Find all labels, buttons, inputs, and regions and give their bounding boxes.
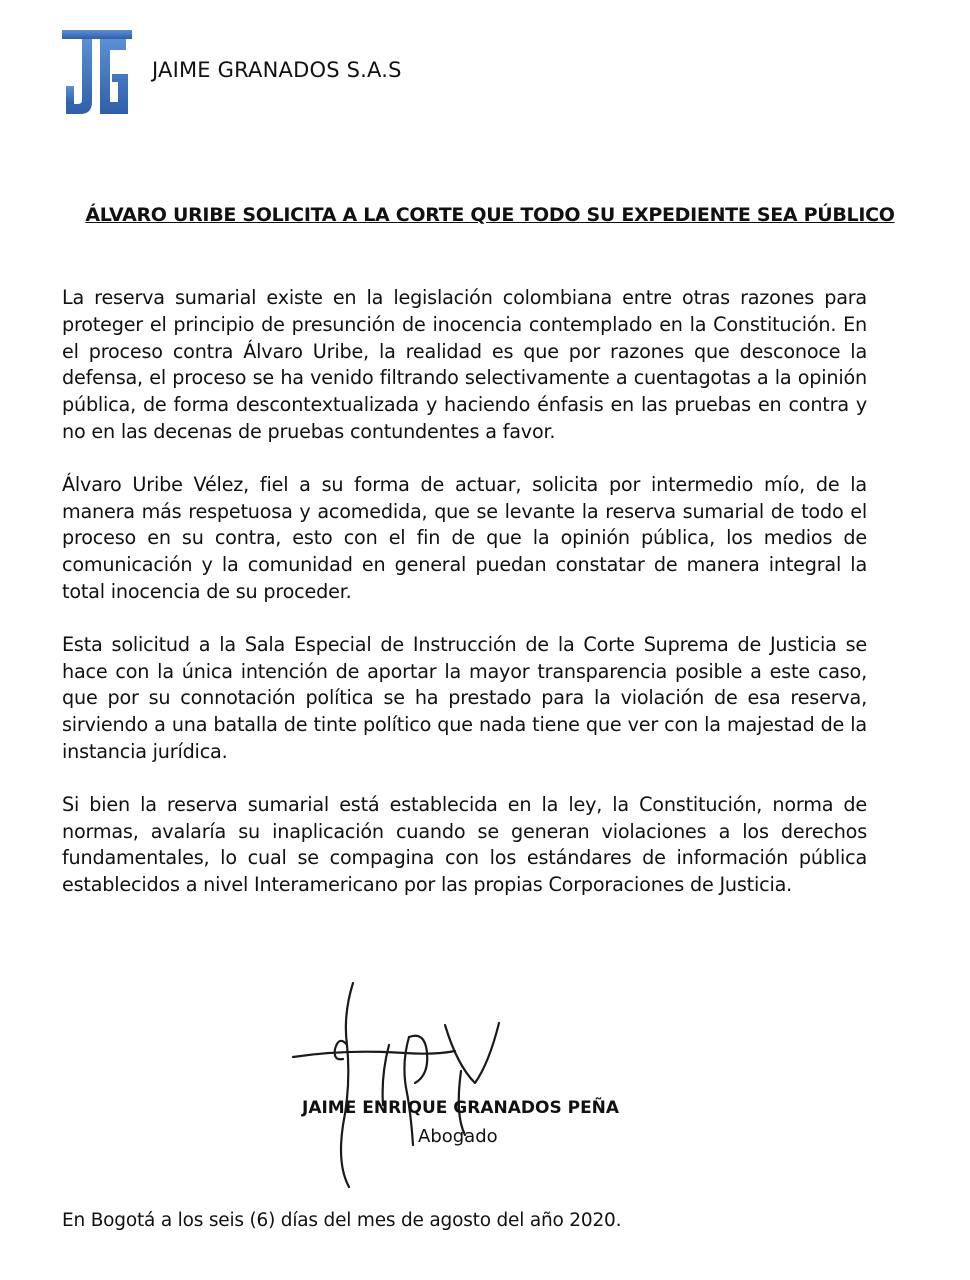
handwritten-signature [285, 975, 525, 1195]
signer-role: Abogado [418, 1126, 498, 1147]
firm-name: JAIME GRANADOS S.A.S [152, 58, 402, 82]
paragraph: Si bien la reserva sumarial está establecida en la ley, la Constitución, norma de normas, avalaría su inaplicación cuando se generan violaciones a los derechos fundamentales, lo cual se compagina con los estándares de información pública establecidos a nivel Interamericano por las propias Corporaciones de Justicia. [62, 792, 867, 897]
signer-name: JAIME ENRIQUE GRANADOS PEÑA [302, 1098, 620, 1118]
firm-logo [60, 28, 134, 118]
paragraph: Esta solicitud a la Sala Especial de Instrucción de la Corte Suprema de Justicia se hace con la única intención de aportar la mayor transparencia posible a este caso, que por su connotación política se ha prestado para la violación de esa reserva, sirviendo a una batalla de tinte político que nada tiene que ver con la majestad de la instancia jurídica. [62, 632, 867, 763]
closing-date-line: En Bogotá a los seis (6) días del mes de agosto del año 2020. [62, 1210, 622, 1231]
document-title: ÁLVARO URIBE SOLICITA A LA CORTE QUE TODO SU EXPEDIENTE SEA PÚBLICO [85, 204, 895, 226]
document-body [62, 285, 867, 925]
paragraph: Álvaro Uribe Vélez, fiel a su forma de actuar, solicita por intermedio mío, de la manera más respetuosa y acomedida, que se levante la reserva sumarial de todo el proceso en su contra, esto con el fin de que la opinión pública, los medios de comunicación y la comunidad en general puedan constatar de manera integral la total inocencia de su proceder. [62, 472, 867, 603]
paragraph: La reserva sumarial existe en la legislación colombiana entre otras razones para proteger el principio de presunción de inocencia contemplado en la Constitución. En el proceso contra Álvaro Uribe, la realidad es que por razones que desconoce la defensa, el proceso se ha venido filtrando selectivamente a cuentagotas a la opinión pública, de forma descontextualizada y haciendo énfasis en las pruebas en contra y no en las decenas de pruebas contundentes a favor. [62, 286, 867, 443]
